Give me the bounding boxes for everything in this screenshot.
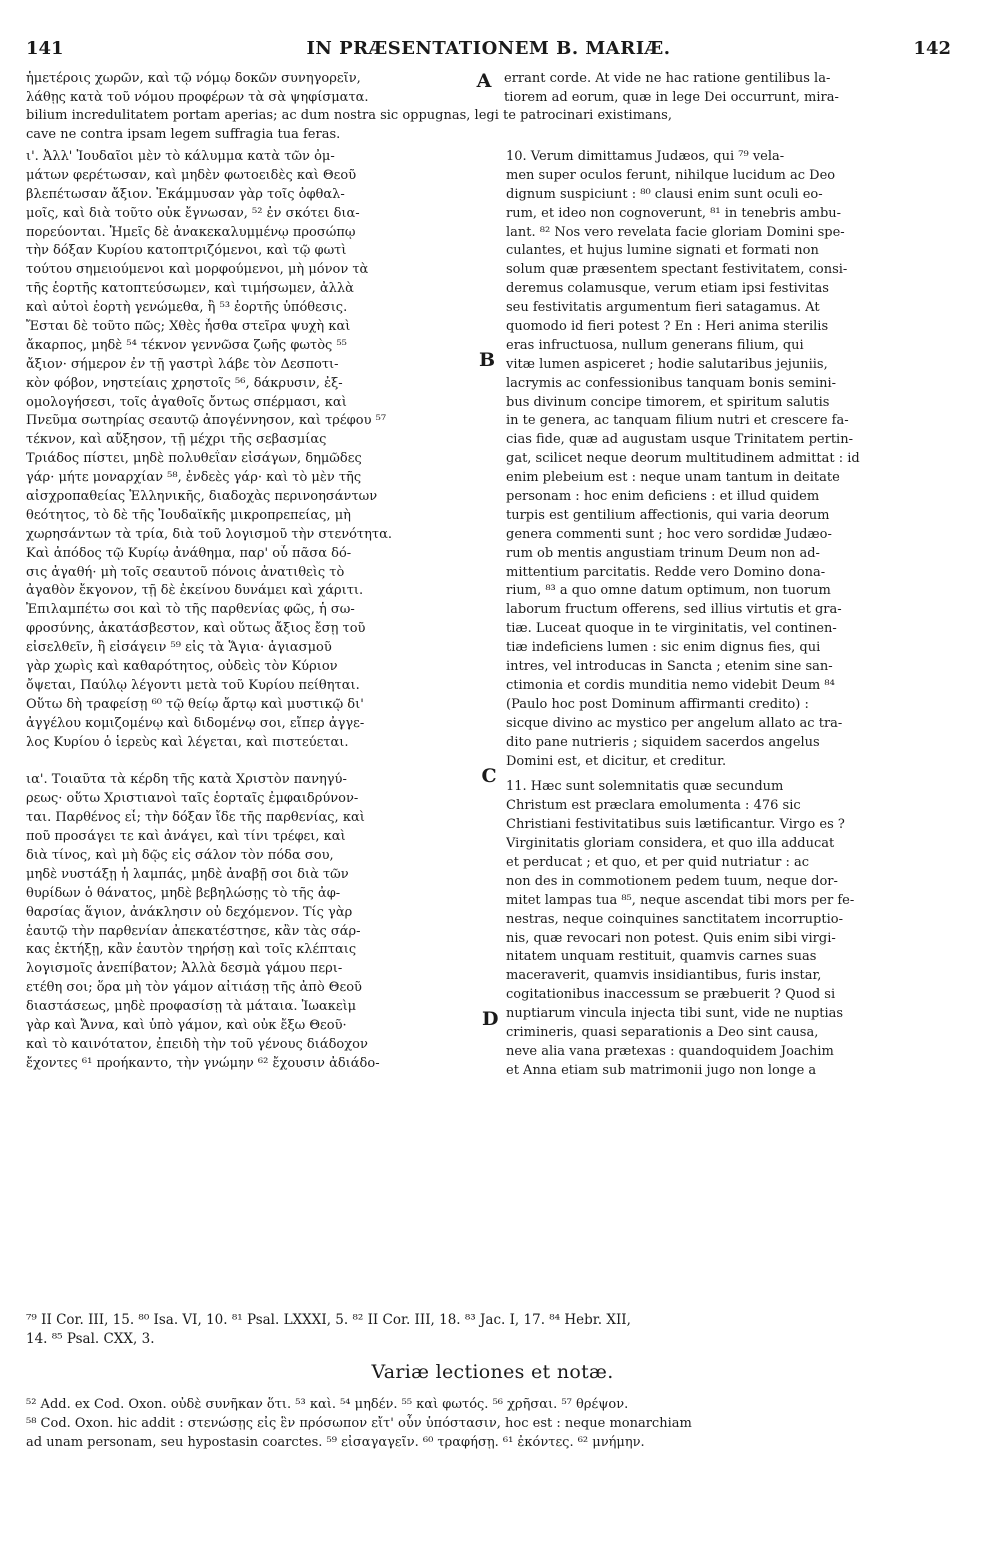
variae-line: ⁵⁸ Cod. Oxon. hic addit : στενώσῃς εἰς ἓν πρόσωπον εἴτ' οὖν ὑπόστασιν, hoc est : neque monarchiam (26, 1416, 692, 1431)
text-line: culantes, et hujus lumine signati et formati non (506, 243, 819, 259)
text-line: crimineris, quasi separationis a Deo sint causa, (506, 1024, 819, 1040)
text-line: vitæ lumen aspiceret ; hodie salutaribus jejuniis, (506, 356, 828, 372)
variae-title: Variæ lectiones et notæ. (371, 1361, 614, 1383)
text-line: μηδὲ νυστάξῃ ἡ λαμπάς, μηδὲ ἀναβῇ σοι διὰ τῶν (26, 866, 349, 882)
text-line: Virginitatis gloriam considera, et quo illa adducat (506, 836, 835, 852)
text-line: θεότητος, τὸ δὲ τῆς Ἰουδαϊκῆς μικροπρεπείας, μὴ (26, 507, 351, 523)
text-line: ἑαυτῷ τὴν παρθενίαν ἀπεκατέστησε, κἂν τὰς σάρ- (26, 923, 361, 939)
text-line: ἀγγέλου κομιζομένῳ καὶ διδομένῳ σοι, εἴπερ ἀγγε- (26, 715, 365, 731)
page-header (26, 38, 951, 64)
paragraph-gap (506, 771, 961, 778)
text-line: βλεπέτωσαν ἄξιον. Ἐκάμμυσαν γὰρ τοῖς ὀφθαλ- (26, 186, 345, 202)
page-number-right: 142 (913, 38, 951, 59)
text-line: πορεύονται. Ἡμεῖς δὲ ἀνακεκαλυμμένῳ προσώπῳ (26, 224, 356, 240)
text-line: κὸν φόβον, νηστείαις χρηστοῖς ⁵⁶, δάκρυσιν, ἐξ- (26, 375, 343, 391)
text-line: φροσύνης, ἀκατάσβεστον, καὶ οὕτως ἄξιος ἔσῃ τοῦ (26, 621, 366, 637)
text-line: mittentium parcitatis. Redde vero Domino dona- (506, 564, 826, 580)
page-number-left: 141 (26, 38, 64, 59)
text-line: dito pane nutrieris ; siquidem sacerdos angelus (506, 734, 820, 750)
intro-passage (26, 70, 961, 144)
text-line: laborum fructum offerens, sed illius virtutis et gra- (506, 602, 842, 618)
text-line: Οὕτω δὴ τραφείσῃ ⁶⁰ τῷ θείῳ ἄρτῳ καὶ μυστικῷ δι' (26, 696, 364, 712)
intro-row (26, 89, 961, 108)
intro-full-line: bilium incredulitatem portam aperias; ac dum nostra sic oppugnas, legi te patrocinari existimans, (26, 108, 672, 123)
text-line: rium, ⁸³ a quo omne datum optimum, non tuorum (506, 583, 831, 599)
text-line: gat, scilicet neque deorum multitudinem admittat : id (506, 451, 860, 467)
text-line: cogitationibus inaccessum se præbuerit ? Quod si (506, 987, 836, 1003)
text-line: θαρσίας ἅγιον, ἀνάκλησιν οὐ δεχόμενον. Τίς γὰρ (26, 904, 353, 920)
text-line: χωρησάντων τὰ τρία, διὰ τοῦ λογισμοῦ τὴν στενότητα. (26, 526, 393, 542)
text-line: Christiani festivitatibus suis lætificantur. Virgo es ? (506, 817, 845, 833)
text-line: (Paulo hoc post Dominum affirmanti credito) : (506, 696, 809, 712)
text-line: tiæ. Luceat quoque in te virginitatis, vel continen- (506, 621, 837, 637)
text-line: κας ἐκτήξῃ, κἂν ἑαυτὸν τηρήσῃ καὶ τοῖς κλέπταις (26, 942, 357, 958)
text-line: personam : hoc enim deficiens : et illud quidem (506, 489, 820, 505)
text-line: cias fide, quæ ad augustam usque Trinitatem pertin- (506, 432, 853, 448)
text-line: καὶ τὸ καινότατον, ἐπειδὴ τὴν τοῦ γένους διάδοχον (26, 1036, 368, 1052)
text-line: ctimonia et cordis munditia nemo videbit Deum ⁸⁴ (506, 677, 835, 693)
text-line: 10. Verum dimittamus Judæos, qui ⁷⁹ vela- (506, 149, 785, 164)
text-line: men super oculos ferunt, nihilque lucidum ac Deo (506, 167, 836, 183)
text-line: nis, quæ revocari non potest. Quis enim sibi virgi- (506, 930, 836, 946)
running-title: IN PRÆSENTATIONEM B. MARIÆ. (306, 38, 671, 59)
text-line: θυρίδων ὁ θάνατος, μηδὲ βεβηλώσῃς τὸ τῆς ἀφ- (26, 885, 341, 901)
text-line: turpis est gentilium affectionis, qui varia deorum (506, 507, 830, 523)
text-line: deremus colamusque, verum etiam ipsi festivitas (506, 281, 829, 297)
text-line: tiæ indeficiens lumen : sic enim dignus fies, qui (506, 640, 821, 656)
text-line: ἀγαθὸν ἔκγονον, τῇ δὲ ἐκείνου δυνάμει καὶ χάριτι. (26, 583, 364, 599)
text-line: nitatem unquam restituit, quamvis carnes suas (506, 949, 817, 965)
intro-greek-line: ἡμετέροις χωρῶν, καὶ τῷ νόμῳ δοκῶν συνηγορεῖν, (26, 71, 361, 86)
text-line: καὶ αὐτοὶ ἑορτὴ γενώμεθα, ἢ ⁵³ ἑορτῆς ὑπόθεσις. (26, 300, 348, 316)
margin-letter-d: D (482, 1008, 499, 1030)
intro-row (26, 70, 961, 89)
text-line: seu festivitatis argumentum fieri satagamus. At (506, 300, 820, 316)
text-line: ια'. Τοιαῦτα τὰ κέρδη τῆς κατὰ Χριστὸν πανηγύ- (26, 772, 347, 788)
text-line: τούτου σημειούμενοι καὶ μορφούμενοι, μὴ μόνον τὰ (26, 262, 369, 278)
intro-latin-line: tiorem ad eorum, quæ in lege Dei occurrunt, mira- (504, 89, 839, 105)
text-line: Christum est præclara emolumenta : 476 sic (506, 798, 801, 814)
text-line: 11. Hæc sunt solemnitatis quæ secundum (506, 779, 784, 795)
text-line: et perducat ; et quo, et per quid nutriatur : ac (506, 854, 810, 870)
text-line: lant. ⁸² Nos vero revelata facie gloriam Domini spe- (506, 224, 845, 240)
text-line: Ἐπιλαμπέτω σοι καὶ τὸ τῆς παρθενίας φῶς, ἡ σω- (26, 602, 355, 618)
text-line: enim plebeium est : neque unam tantum in deitate (506, 470, 840, 486)
text-line: ρεως· οὕτω Χριστιανοὶ ταῖς ἑορταῖς ἐμφαιδρύνον- (26, 791, 359, 807)
text-line: quomodo id fieri potest ? En : Heri anima sterilis (506, 319, 829, 335)
text-line: solum quæ præsentem spectant festivitatem, consi- (506, 262, 848, 278)
greek-column (26, 148, 488, 1074)
text-line: ἄξιον· σήμερον ἐν τῇ γαστρὶ λάβε τὸν Δεσποτι- (26, 356, 339, 372)
margin-letter-a: A (476, 70, 492, 92)
text-line: γάρ· μήτε μοναρχίαν ⁵⁸, ἐνδεὲς γάρ· καὶ τὸ μὲν τῆς (26, 470, 362, 486)
text-line: λογισμοῖς ἀνεπίβατον; Ἀλλὰ δεσμὰ γάμου περι- (26, 961, 343, 977)
text-line: αἰσχροπαθείας Ἑλληνικῆς, διαδοχὰς περινοησάντων (26, 489, 378, 505)
text-line: ἄκαρπος, μηδὲ ⁵⁴ τέκνον γεννῶσα ζωῆς φωτὸς ⁵⁵ (26, 337, 347, 353)
variae-notes (26, 1395, 961, 1452)
text-line: διὰ τίνος, καὶ μὴ δῷς εἰς σάλον τὸν πόδα σου, (26, 847, 334, 863)
text-line: et Anna etiam sub matrimonii jugo non longe a (506, 1062, 817, 1078)
text-line: bus divinum concipe timorem, et spiritum salutis (506, 394, 830, 410)
text-line: nuptiarum vincula injecta tibi sunt, vide ne nuptias (506, 1006, 844, 1022)
text-line: λος Κυρίου ὁ ἱερεὺς καὶ λέγεται, καὶ πιστεύεται. (26, 734, 349, 750)
text-line: Καὶ ἀπόδος τῷ Κυρίῳ ἀνάθημα, παρ' οὗ πᾶσα δό- (26, 545, 352, 561)
intro-greek-line: λάθῃς κατὰ τοῦ νόμου προφέρων τὰ σὰ ψηφίσματα. (26, 89, 369, 105)
intro-full-line: cave ne contra ipsam legem suffragia tua feras. (26, 126, 341, 142)
intro-latin-line: errant corde. At vide ne hac ratione gentilibus la- (504, 71, 831, 86)
text-line: ετέθη σοι; ὅρα μὴ τὸν γάμον αἰτιάσῃ τῆς ἀπὸ Θεοῦ (26, 980, 362, 996)
text-line: ται. Παρθένος εἶ; τὴν δόξαν ἴδε τῆς παρθενίας, καὶ (26, 810, 365, 826)
latin-column (506, 148, 961, 1081)
text-line: non des in commotionem pedem tuum, neque dor- (506, 873, 838, 889)
margin-letter-c: C (481, 765, 497, 787)
text-line: mitet lampas tua ⁸⁵, neque ascendat tibi mors per fe- (506, 892, 855, 908)
text-line: γὰρ χωρὶς καὶ καθαρότητος, οὐδεὶς τὸν Κύριον (26, 659, 338, 675)
variae-line: ⁵² Add. ex Cod. Oxon. οὐδὲ συνῆκαν ὅτι. ⁵³ καὶ. ⁵⁴ μηδέν. ⁵⁵ καὶ φωτός. ⁵⁶ χρῆσαι. ⁵⁷ θρέψον. (26, 1397, 629, 1412)
text-line: Πνεῦμα σωτηρίας σεαυτῷ ἀπογέννησον, καὶ τρέφου ⁵⁷ (26, 413, 387, 429)
text-line: Domini est, et dicitur, et creditur. (506, 753, 727, 769)
text-line: σις ἀγαθή· μὴ τοῖς σεαυτοῦ πόνοις ἀνατιθεὶς τὸ (26, 564, 345, 580)
text-line: sicque divino ac mystico per angelum allato ac tra- (506, 715, 843, 731)
text-line: ἔχοντες ⁶¹ προήκαντο, τὴν γνώμην ⁶² ἔχουσιν ἀδιάδο- (26, 1055, 380, 1071)
text-line: τέκνον, καὶ αὔξησον, τῇ μέχρι τῆς σεβασμίας (26, 432, 327, 448)
text-line: τῆς ἑορτῆς κατοπτεύσωμεν, καὶ τιμήσωμεν, ἀλλὰ (26, 281, 354, 297)
text-line: in te genera, ac tanquam filium nutri et crescere fa- (506, 413, 849, 429)
text-line: neve alia vana prætexas : quandoquidem Joachim (506, 1043, 834, 1059)
text-line: lacrymis ac confessionibus tanquam bonis semini- (506, 375, 837, 391)
text-line: rum, et ideo non cognoverunt, ⁸¹ in tenebris ambu- (506, 205, 842, 221)
text-line: ὄψεται, Παύλῳ λέγοντι μετὰ τοῦ Κυρίου πείθηται. (26, 677, 360, 693)
text-line: τὴν δόξαν Κυρίου κατοπτριζόμενοι, καὶ τῷ φωτὶ (26, 243, 347, 259)
text-line: Τριάδος πίστει, μηδὲ πολυθεΐαν εἰσάγων, δημῶδες (26, 451, 362, 467)
text-line: eras infructuosa, nullum generans filium, qui (506, 337, 804, 353)
footnote-line: ⁷⁹ II Cor. III, 15. ⁸⁰ Isa. VI, 10. ⁸¹ Psal. LXXXI, 5. ⁸² II Cor. III, 18. ⁸³ Jac. I, 17. ⁸⁴ Hebr. XII, (26, 1312, 631, 1328)
text-line: maceraverit, quamvis insidiantibus, furis instar, (506, 968, 822, 984)
text-line: ι'. Ἀλλ' Ἰουδαῖοι μὲν τὸ κάλυμμα κατὰ τῶν ὀμ- (26, 149, 335, 164)
text-line: διαστάσεως, μηδὲ προφασίσῃ τὰ μάταια. Ἰωακεὶμ (26, 999, 357, 1015)
margin-letter-b: B (479, 349, 496, 371)
text-line: nestras, neque coinquines sanctitatem incorruptio- (506, 911, 843, 927)
text-line: ποῦ προσάγει τε καὶ ἀνάγει, καὶ τίνι τρέφει, καὶ (26, 829, 346, 845)
footnotes (26, 1311, 961, 1349)
paragraph-gap (26, 753, 488, 772)
text-line: ομολογήσεσι, τοῖς ἀγαθοῖς ὄντως σπέρμασι, καὶ (26, 394, 347, 410)
text-line: dignum suspiciunt : ⁸⁰ clausi enim sunt oculi eo- (506, 186, 823, 202)
text-line: rum ob mentis angustiam trinum Deum non ad- (506, 545, 820, 561)
text-line: γὰρ καὶ Ἄννα, καὶ ὑπὸ γάμον, καὶ οὐκ ἔξω Θεοῦ· (26, 1017, 347, 1033)
text-line: εἰσελθεῖν, ἢ εἰσάγειν ⁵⁹ εἰς τὰ Ἅγια· ἁγιασμοῦ (26, 640, 332, 656)
text-line: μοῖς, καὶ διὰ τοῦτο οὐκ ἔγνωσαν, ⁵² ἐν σκότει δια- (26, 205, 360, 221)
text-line: genera commenti sunt ; hoc vero sordidæ Judæo- (506, 526, 832, 542)
variae-line: ad unam personam, seu hypostasin coarctes. ⁵⁹ εἰσαγαγεῖν. ⁶⁰ τραφήσῃ. ⁶¹ ἐκόντες. ⁶² μνήμην. (26, 1435, 645, 1450)
text-line: Ἔσται δὲ τοῦτο πῶς; Χθὲς ἦσθα στεῖρα ψυχὴ καὶ (26, 319, 351, 335)
text-line: intres, vel introducas in Sancta ; etenim sine san- (506, 659, 833, 675)
footnote-line: 14. ⁸⁵ Psal. CXX, 3. (26, 1331, 155, 1347)
text-line: μάτων φερέτωσαν, καὶ μηδὲν φωτοειδὲς καὶ Θεοῦ (26, 167, 357, 183)
